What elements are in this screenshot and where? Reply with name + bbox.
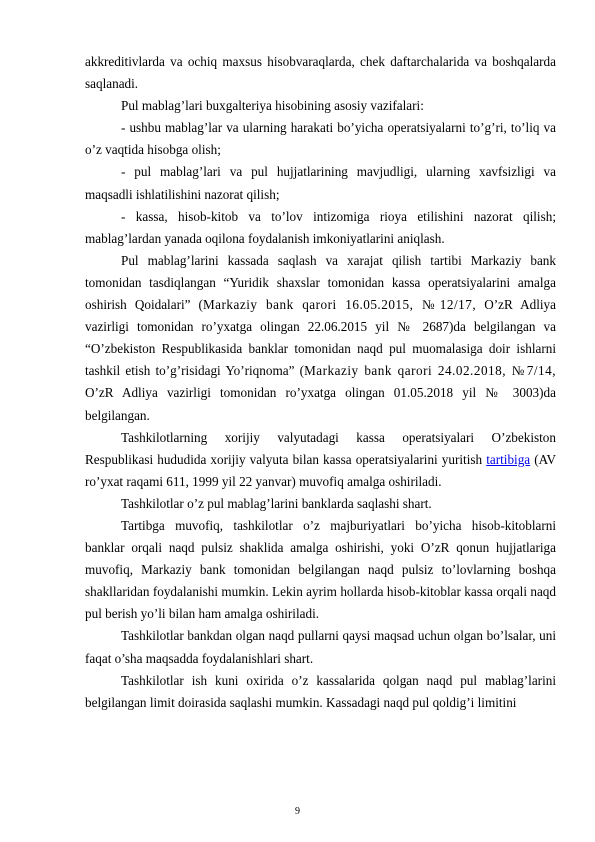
- page-number: 9: [295, 806, 300, 817]
- paragraph-foreign-currency: [85, 427, 556, 493]
- text-run: (AV ro’yxat raqami 611, 1999 yil 22 yanvar) muvofiq amalga oshiriladi.: [85, 451, 556, 489]
- paragraph-cash-rules: [85, 250, 556, 427]
- paragraph-tasks-heading: Pul mablag’lari buxgalteriya hisobining asosiy vazifalari:: [121, 98, 424, 114]
- tartibiga-link[interactable]: tartibiga: [486, 451, 531, 467]
- paragraph-purpose: Tashkilotlar bankdan olgan naqd pullarni qaysi maqsad uchun olgan bo’lsalar, uni faqat o’sha maqsadda foydalanishlari shart.: [85, 628, 556, 666]
- text-run-spaced: Markaziy bank qarori 24.02.2018, №7/14,: [304, 363, 557, 379]
- text-run: O’zR Adliya vazirligi tomonidan ro’yxatga olingan 22.06.2015 yil № 2687)da belgilangan va “O’zbekiston Respublikasida banklar tomonidan naqd pul muomalasiga doir ishlarni tashkil etish to’g’risidagi Yo’riqnoma” (: [85, 297, 557, 379]
- document-body: [85, 51, 556, 714]
- text-run: O’zR Adliya vazirligi tomonidan ro’yxatga olingan 01.05.2018 yil № 3003)da belgilangan.: [85, 385, 556, 423]
- paragraph-banks-storage: Tashkilotlar o’z pul mablag’larini banklarda saqlashi shart.: [121, 495, 432, 511]
- paragraph-settlements: Tartibga muvofiq, tashkilotlar o’z majburiyatlari bo’yicha hisob-kitoblarni banklar orqali naqd pulsiz shaklida amalga oshirishi, yoki O’zR qonun hujjatlariga muvofiq, Markaziy bank tomonidan belgilangan naqd pulsiz to’lovlarning boshqa shakllaridan foydalanishi mumkin. Lekin ayrim hollarda hisob-kitoblar kassa orqali naqd pul berish yo’li bilan ham amalga oshiriladi.: [85, 517, 556, 622]
- paragraph-task-2: - pul mablag’lari va pul hujjatlarining mavjudligi, ularning xavfsizligi va maqsadli ishlatilishini nazorat qilish;: [85, 164, 556, 202]
- paragraph-task-1: - ushbu mablag’lar va ularning harakati bo’yicha operatsiyalarni to’g’ri, to’liq va o’z vaqtida hisobga olish;: [85, 120, 556, 158]
- text-run-spaced: Markaziy bank qarori 16.05.2015, №12/17,: [202, 297, 477, 313]
- paragraph-continuation: akkreditivlarda va ochiq maxsus hisobvaraqlarda, chek daftarchalarida va boshqalarda saqlanadi.: [85, 54, 556, 92]
- text-run: Pul mablag’larini kassada saqlash va xarajat qilish tartibi Markaziy bank tomonidan tasdiqlangan “Yuridik shaxslar tomonidan kassa operatsiyalarini amalga oshirish Qoidalari” (: [85, 252, 556, 313]
- paragraph-cash-limit: Tashkilotlar ish kuni oxirida o’z kassalarida qolgan naqd pul mablag’larini belgilangan limit doirasida saqlashi mumkin. Kassadagi naqd pul qoldig’i limitini: [85, 672, 556, 710]
- text-run: Tashkilotlarning xorijiy valyutadagi kassa operatsiyalari O’zbekiston Respublikasi hududida xorijiy valyuta bilan kassa operatsiyalarini yuritish: [85, 429, 556, 467]
- paragraph-task-3: - kassa, hisob-kitob va to’lov intizomiga rioya etilishini nazorat qilish; mablag’lardan yanada oqilona foydalanish imkoniyatlarini aniqlash.: [85, 208, 556, 246]
